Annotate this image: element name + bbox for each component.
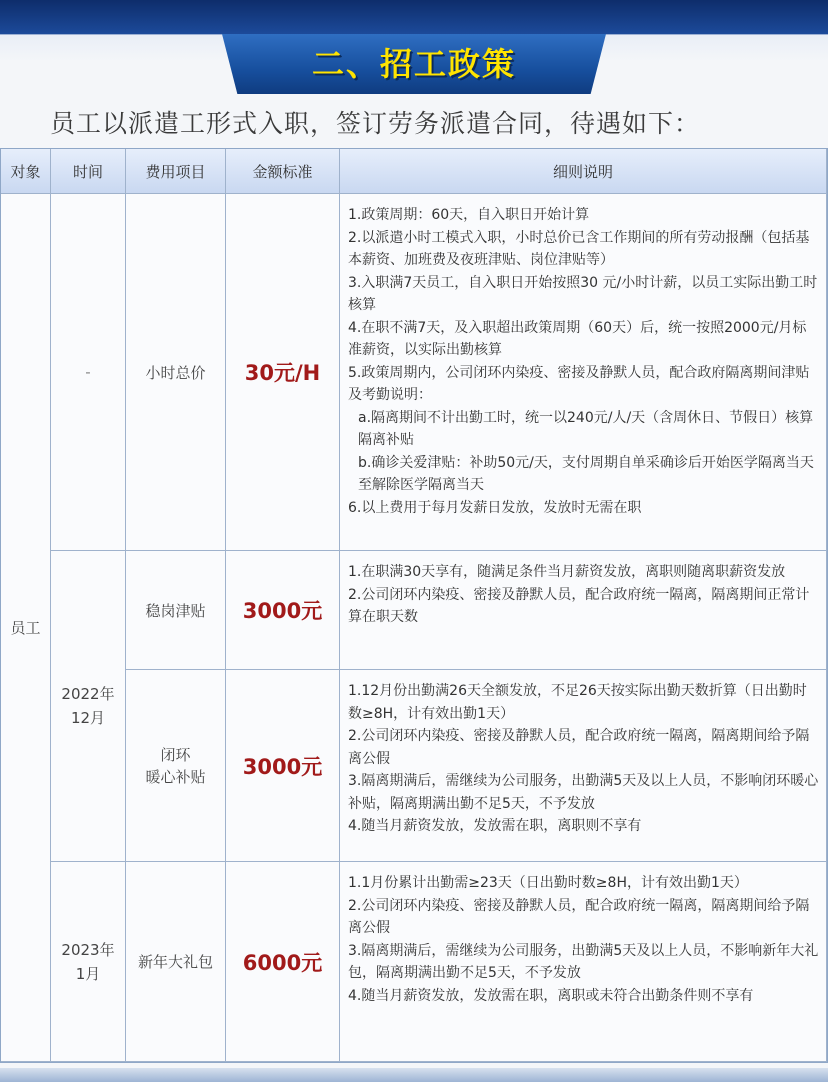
detail-line: b.确诊关爱津贴：补助50元/天，支付周期自单采确诊后开始医学隔离当天至解除医学隔离当天 <box>358 454 814 493</box>
time-cell-2023-01: 2023年 1月 <box>51 862 126 1062</box>
detail-line: a.隔离期间不计出勤工时，统一以240元/人/天（含周休日、节假日）核算隔离补贴 <box>358 409 814 448</box>
detail-line: 4.随当月薪资发放，发放需在职，离职或未符合出勤条件则不享有 <box>348 987 754 1004</box>
item-retention-allowance: 稳岗津贴 <box>126 551 226 670</box>
detail-line: 1.12月份出勤满26天全额发放，不足26天按实际出勤天数折算（日出勤时数≥8H，计有效出勤1天） <box>348 683 807 722</box>
col-header-details: 细则说明 <box>340 149 827 194</box>
bottom-decor-bar <box>0 1068 828 1082</box>
detail-line: 1.政策周期：60天，自入职日开始计算 <box>348 207 590 223</box>
amount-closed-loop-subsidy: 3000元 <box>226 670 340 862</box>
col-header-amount: 金额标准 <box>226 149 340 194</box>
detail-line: 1.在职满30天享有，随满足条件当月薪资发放，离职则随离职薪资发放 <box>348 564 786 580</box>
amount-retention-allowance: 3000元 <box>226 551 340 670</box>
page-title: 二、招工政策 <box>311 45 516 83</box>
details-new-year-gift <box>340 862 827 1062</box>
amount-hourly-total: 30元/H <box>226 194 340 551</box>
detail-line: 4.随当月薪资发放，发放需在职，离职则不享有 <box>348 818 642 834</box>
detail-line: 3.入职满7天员工，自入职日开始按照30 元/小时计薪，以员工实际出勤工时核算 <box>348 274 818 313</box>
details-retention-allowance <box>340 551 827 670</box>
detail-line: 2.以派遣小时工模式入职，小时总价已含工作期间的所有劳动报酬（包括基本薪资、加班费及夜班津贴、岗位津贴等） <box>348 229 810 268</box>
policy-table <box>0 148 828 1063</box>
detail-line: 4.在职不满7天，及入职超出政策周期（60天）后，统一按照2000元/月标准薪资，以实际出勤核算 <box>348 319 807 358</box>
object-cell: 员工 <box>1 194 51 1062</box>
detail-line: 3.隔离期满后，需继续为公司服务，出勤满5天及以上人员，不影响闭环暖心补贴，隔离期满出勤不足5天，不予发放 <box>348 773 819 812</box>
time-cell-policy: - <box>51 194 126 551</box>
detail-line: 5.政策周期内，公司闭环内染疫、密接及静默人员，配合政府隔离期间津贴及考勤说明： <box>348 364 810 403</box>
item-new-year-gift: 新年大礼包 <box>126 862 226 1062</box>
col-header-time: 时间 <box>51 149 126 194</box>
detail-line: 3.隔离期满后，需继续为公司服务，出勤满5天及以上人员，不影响新年大礼包，隔离期满出勤不足5天，不予发放 <box>348 942 819 981</box>
details-hourly-total <box>340 194 827 551</box>
time-cell-2022-12: 2022年 12月 <box>51 551 126 862</box>
detail-line: 2.公司闭环内染疫、密接及静默人员，配合政府统一隔离，隔离期间给予隔离公假 <box>348 897 810 936</box>
detail-line: 2.公司闭环内染疫、密接及静默人员，配合政府统一隔离，隔离期间给予隔离公假 <box>348 728 810 767</box>
item-hourly-total: 小时总价 <box>126 194 226 551</box>
detail-line: 6.以上费用于每月发薪日发放，发放时无需在职 <box>348 499 642 516</box>
intro-text: 员工以派遣工形式入职，签订劳务派遣合同，待遇如下： <box>50 109 701 138</box>
detail-line: 1.1月份累计出勤需≥23天（日出勤时数≥8H，计有效出勤1天） <box>348 875 748 891</box>
col-header-item: 费用项目 <box>126 149 226 194</box>
detail-line: 2.公司闭环内染疫、密接及静默人员，配合政府统一隔离，隔离期间正常计算在职天数 <box>348 586 810 625</box>
amount-new-year-gift: 6000元 <box>226 862 340 1062</box>
item-closed-loop-subsidy: 闭环 暖心补贴 <box>126 670 226 862</box>
col-header-object: 对象 <box>1 149 51 194</box>
details-closed-loop-subsidy <box>340 670 827 862</box>
